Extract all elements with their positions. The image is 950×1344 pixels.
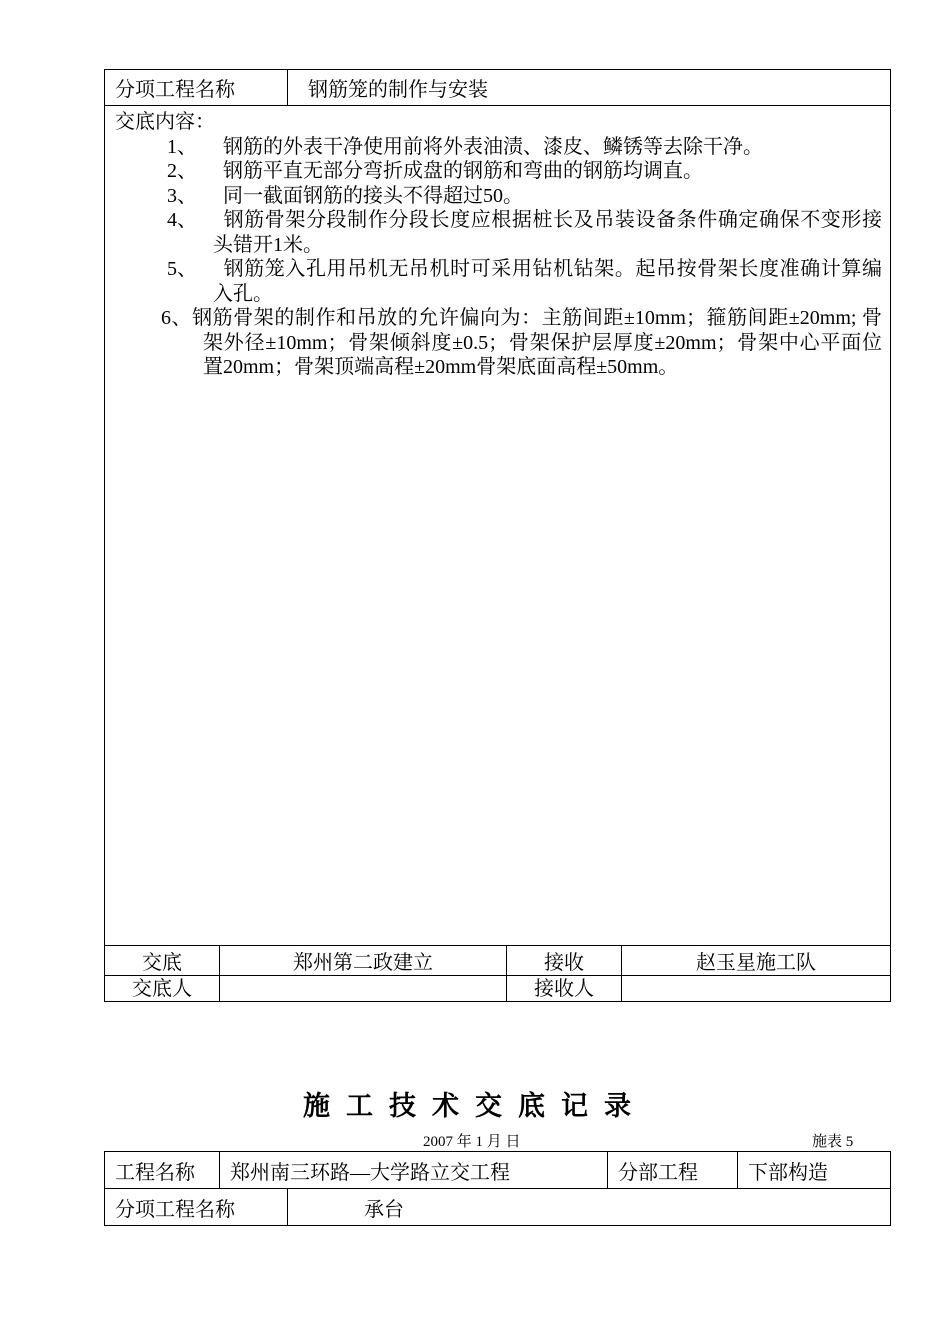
receiver-value xyxy=(622,976,891,1002)
receiver-label: 接收人 xyxy=(507,976,622,1002)
list-item: 4、 钢筋骨架分段制作分段长度应根据桩长及吊装设备条件确定确保不变形接头错开1米。 xyxy=(167,209,882,256)
project-name-value: 郑州南三环路—大学路立交工程 xyxy=(220,1152,608,1189)
form-number: 施表 5 xyxy=(812,1134,854,1150)
sub-project-label: 分项工程名称 xyxy=(105,1189,288,1226)
date-line: 2007 年 1 月 日 xyxy=(423,1134,521,1150)
receive-value: 赵玉星施工队 xyxy=(622,946,891,976)
sub-project-label: 分项工程名称 xyxy=(105,70,288,106)
handover-person-value xyxy=(220,976,507,1002)
handover-label: 交底 xyxy=(105,946,220,976)
sub-project-value: 承台 xyxy=(288,1189,891,1226)
handover-value: 郑州第二政建立 xyxy=(220,946,507,976)
list-item: 6、钢筋骨架的制作和吊放的允许偏向为：主筋间距±10mm；箍筋间距±20mm; 骨架外径±10mm；骨架倾斜度±0.5；骨架保护层厚度±20mm；骨架中心平面位置20mm；骨架顶端高程±20mm骨架底面高程±50mm。 xyxy=(161,307,882,378)
list-item: 2、 钢筋平直无部分弯折成盘的钢筋和弯曲的钢筋均调直。 xyxy=(167,160,703,182)
content-label: 交底内容： xyxy=(115,111,215,133)
bottom-disclosure-form xyxy=(104,1151,891,1226)
division-value: 下部构造 xyxy=(738,1152,891,1189)
list-item: 1、 钢筋的外表干净使用前将外表油渍、漆皮、鳞锈等去除干净。 xyxy=(167,135,763,158)
project-name-label: 工程名称 xyxy=(105,1152,220,1189)
receive-label: 接收 xyxy=(507,946,622,976)
page-title: 施工技术交底记录 xyxy=(303,1091,647,1121)
list-item: 3、 同一截面钢筋的接头不得超过50。 xyxy=(167,184,523,207)
list-item: 5、 钢筋笼入孔用吊机无吊机时可采用钻机钻架。起吊按骨架长度准确计算编入孔。 xyxy=(167,258,882,305)
top-disclosure-form xyxy=(104,69,891,1002)
sub-project-value: 钢筋笼的制作与安装 xyxy=(288,70,891,106)
division-label: 分部工程 xyxy=(608,1152,738,1189)
handover-person-label: 交底人 xyxy=(105,976,220,1002)
disclosure-content xyxy=(105,106,891,946)
